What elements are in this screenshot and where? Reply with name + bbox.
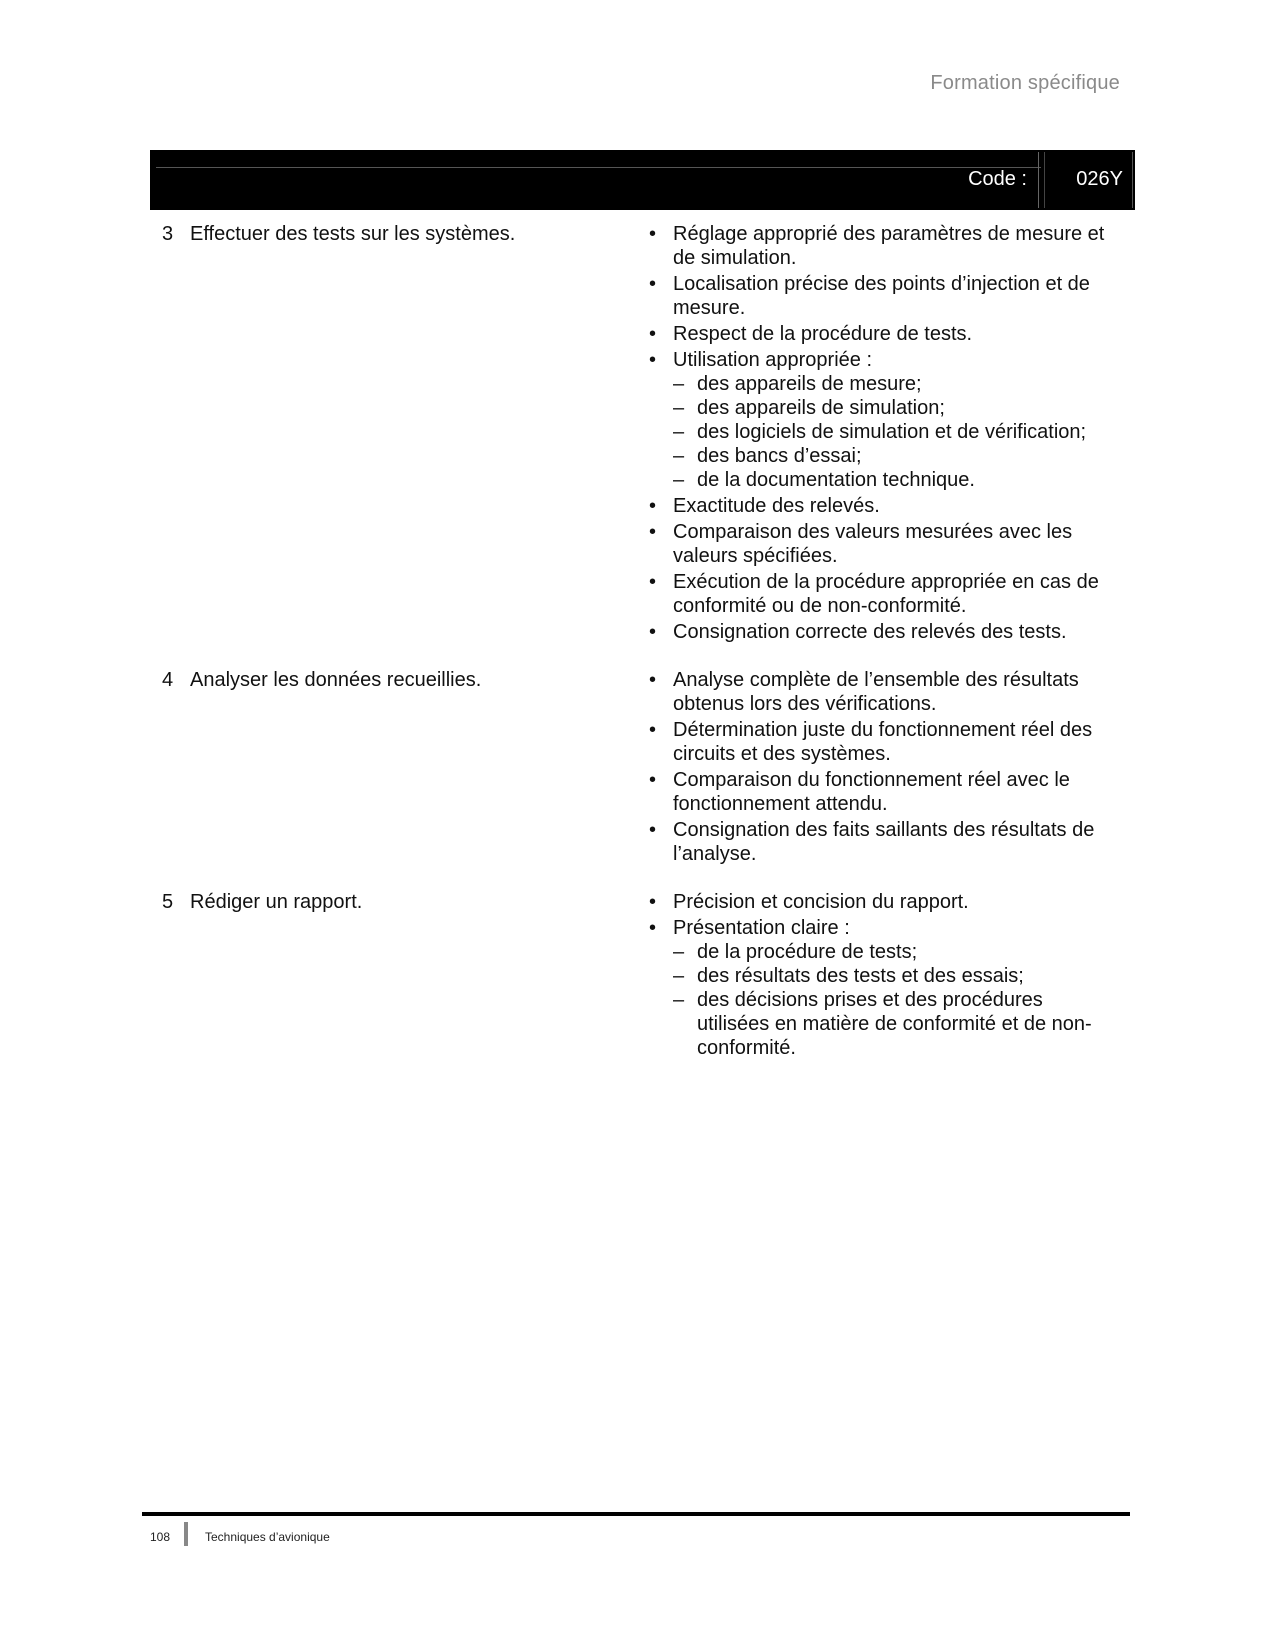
- sub-item-text: des résultats des tests et des essais;: [697, 965, 1024, 987]
- criteria-body: [673, 916, 1115, 1060]
- sub-item-text: des appareils de mesure;: [697, 373, 922, 395]
- criteria-body: [673, 322, 1115, 346]
- criteria-body: [673, 620, 1115, 644]
- sub-item-text: de la procédure de tests;: [697, 941, 918, 963]
- table-row: [150, 890, 1135, 1062]
- dash-icon: –: [673, 397, 685, 419]
- criteria-body: [673, 272, 1115, 320]
- bullet-icon: •: [649, 571, 657, 593]
- bullet-icon: •: [649, 349, 657, 371]
- criteria-item: [645, 916, 1115, 1060]
- criteria-text: Analyse complète de l’ensemble des résultats obtenus lors des vérifications.: [673, 669, 1079, 715]
- sub-item: [673, 372, 1115, 396]
- bullet-icon: •: [649, 223, 657, 245]
- bullet-icon: •: [649, 917, 657, 939]
- criteria-item: [645, 818, 1115, 866]
- criteria-body: [673, 718, 1115, 766]
- bullet-icon: •: [649, 819, 657, 841]
- criteria-item: [645, 520, 1115, 568]
- step-cell: [150, 668, 645, 868]
- criteria-item: [645, 322, 1115, 346]
- criteria-body: [673, 818, 1115, 866]
- dash-icon: –: [673, 421, 685, 443]
- criteria-item: [645, 668, 1115, 716]
- criteria-text: Présentation claire :: [673, 917, 850, 939]
- criteria-text: Consignation correcte des relevés des tests.: [673, 621, 1067, 643]
- criteria-item: [645, 718, 1115, 766]
- step-cell: [150, 222, 645, 646]
- dash-icon: –: [673, 989, 685, 1011]
- criteria-item: [645, 570, 1115, 618]
- bullet-icon: •: [649, 521, 657, 543]
- running-header: Formation spécifique: [930, 72, 1120, 94]
- sub-item: [673, 396, 1115, 420]
- bullet-icon: •: [649, 891, 657, 913]
- criteria-text: Comparaison des valeurs mesurées avec les valeurs spécifiées.: [673, 521, 1073, 567]
- sub-item-text: de la documentation technique.: [697, 469, 975, 491]
- criteria-text: Comparaison du fonctionnement réel avec le fonctionnement attendu.: [673, 769, 1070, 815]
- dash-icon: –: [673, 469, 685, 491]
- sub-item: [673, 964, 1115, 988]
- sub-item-text: des bancs d’essai;: [697, 445, 862, 467]
- criteria-item: [645, 222, 1115, 270]
- criteria-text: Réglage approprié des paramètres de mesure et de simulation.: [673, 223, 1105, 269]
- sub-item: [673, 468, 1115, 492]
- dash-icon: –: [673, 941, 685, 963]
- criteria-cell: [645, 890, 1115, 1062]
- competency-table: [150, 222, 1135, 1084]
- code-bar-divider: [1038, 152, 1039, 208]
- criteria-item: [645, 272, 1115, 320]
- bullet-icon: •: [649, 273, 657, 295]
- step-text: Analyser les données recueillies.: [190, 669, 482, 691]
- bullet-icon: •: [649, 669, 657, 691]
- dash-icon: –: [673, 965, 685, 987]
- criteria-body: [673, 348, 1115, 492]
- page-number: 108: [150, 1530, 171, 1544]
- criteria-body: [673, 570, 1115, 618]
- criteria-cell: [645, 222, 1115, 646]
- criteria-body: [673, 890, 1115, 914]
- criteria-text: Exactitude des relevés.: [673, 495, 880, 517]
- sub-item-text: des logiciels de simulation et de vérification;: [697, 421, 1087, 443]
- step-number: 4: [162, 669, 174, 691]
- footer-title: Techniques d’avionique: [205, 1530, 330, 1544]
- criteria-body: [673, 520, 1115, 568]
- bullet-icon: •: [649, 621, 657, 643]
- sub-item: [673, 988, 1115, 1060]
- criteria-text: Précision et concision du rapport.: [673, 891, 969, 913]
- criteria-item: [645, 348, 1115, 492]
- criteria-text: Utilisation appropriée :: [673, 349, 872, 371]
- step-text: Rédiger un rapport.: [190, 891, 363, 913]
- bullet-icon: •: [649, 495, 657, 517]
- footer-rule: [142, 1512, 1130, 1516]
- criteria-cell: [645, 668, 1115, 868]
- criteria-text: Exécution de la procédure appropriée en cas de conformité ou de non-conformité.: [673, 571, 1099, 617]
- step-text: Effectuer des tests sur les systèmes.: [190, 223, 516, 245]
- criteria-text: Respect de la procédure de tests.: [673, 323, 973, 345]
- code-value: 026Y: [1076, 168, 1123, 190]
- table-row: [150, 668, 1135, 868]
- sub-item: [673, 444, 1115, 468]
- criteria-item: [645, 890, 1115, 914]
- code-bar-divider-inner: [1044, 152, 1045, 208]
- bullet-icon: •: [649, 719, 657, 741]
- sub-item-text: des décisions prises et des procédures utilisées en matière de conformité et de non-conformité.: [697, 989, 1092, 1059]
- sub-item: [673, 940, 1115, 964]
- criteria-text: Détermination juste du fonctionnement réel des circuits et des systèmes.: [673, 719, 1093, 765]
- sub-item: [673, 420, 1115, 444]
- dash-icon: –: [673, 445, 685, 467]
- code-bar-edge: [1132, 152, 1133, 208]
- step-number: 5: [162, 891, 174, 913]
- criteria-body: [673, 494, 1115, 518]
- bullet-icon: •: [649, 323, 657, 345]
- dash-icon: –: [673, 373, 685, 395]
- table-row: [150, 222, 1135, 646]
- step-number: 3: [162, 223, 174, 245]
- sub-item-text: des appareils de simulation;: [697, 397, 945, 419]
- bullet-icon: •: [649, 769, 657, 791]
- criteria-body: [673, 222, 1115, 270]
- criteria-body: [673, 768, 1115, 816]
- criteria-item: [645, 494, 1115, 518]
- criteria-body: [673, 668, 1115, 716]
- code-label: Code :: [968, 168, 1027, 190]
- criteria-item: [645, 768, 1115, 816]
- step-cell: [150, 890, 645, 1062]
- footer-separator: [184, 1522, 188, 1546]
- criteria-item: [645, 620, 1115, 644]
- criteria-text: Consignation des faits saillants des résultats de l’analyse.: [673, 819, 1095, 865]
- code-bar: [150, 150, 1135, 210]
- criteria-text: Localisation précise des points d’injection et de mesure.: [673, 273, 1090, 319]
- code-bar-rule: [156, 167, 1041, 168]
